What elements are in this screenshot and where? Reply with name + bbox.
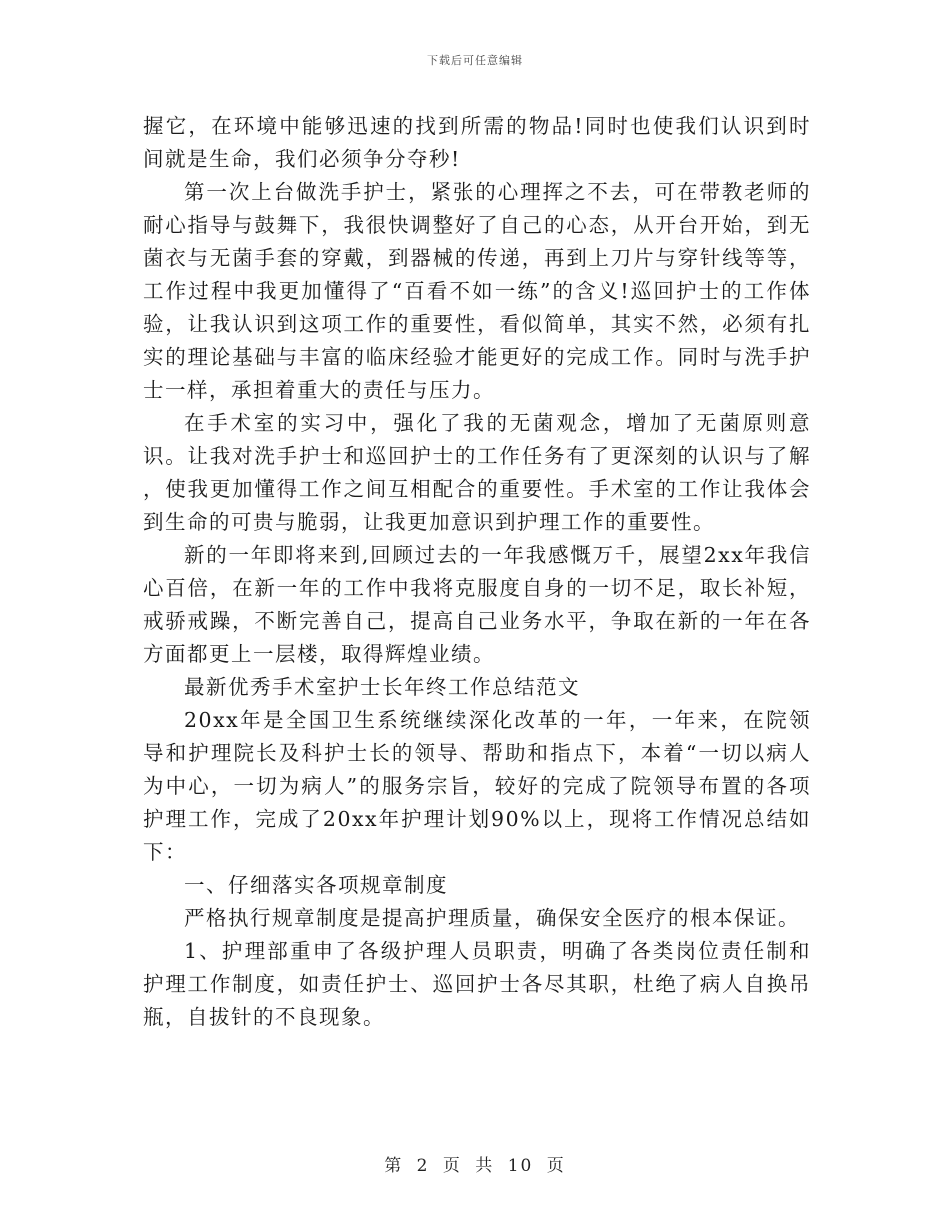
document-body (143, 110, 811, 1034)
paragraph: 在手术室的实习中，强化了我的无菌观念，增加了无菌原则意识。让我对洗手护士和巡回护士的工作任务有了更深刻的认识与了解 ，使我更加懂得工作之间互相配合的重要性。手术室的工作让我体会到生命的可贵与脆弱，让我更加意识到护理工作的重要性。 (143, 411, 811, 534)
paragraph: 严格执行规章制度是提高护理质量，确保安全医疗的根本保证。 (184, 906, 800, 930)
paragraph: 1、护理部重申了各级护理人员职责，明确了各类岗位责任制和护理工作制度，如责任护士、巡回护士各尽其职，杜绝了病人自换吊瓶，自拔针的不良现象。 (143, 939, 811, 1029)
page-header-note: 下载后可任意编辑 (427, 54, 523, 67)
paragraph: 握它，在环境中能够迅速的找到所需的物品!同时也使我们认识到时间就是生命，我们必须争分夺秒! (143, 114, 811, 171)
paragraph: 20xx年是全国卫生系统继续深化改革的一年，一年来，在院领导和护理院长及科护士长的领导、帮助和指点下，本着“一切以病人为中心，一切为病人”的服务宗旨，较好的完成了院领导布置的各项护理工作，完成了20xx年护理计划90%以上，现将工作情况总结如下： (143, 708, 811, 864)
paragraph: 新的一年即将来到,回顾过去的一年我感慨万千，展望2xx年我信心百倍，在新一年的工作中我将克服度自身的一切不足，取长补短，戒骄戒躁，不断完善自己，提高自己业务水平，争取在新的一年在各方面都更上一层楼，取得辉煌业绩。 (143, 543, 811, 666)
section-heading: 一、仔细落实各项规章制度 (184, 873, 448, 897)
page-number: 第 2 页 共 10 页 (384, 1156, 566, 1176)
section-title: 最新优秀手术室护士长年终工作总结范文 (184, 675, 580, 699)
paragraph: 第一次上台做洗手护士，紧张的心理挥之不去，可在带教老师的耐心指导与鼓舞下，我很快调整好了自己的心态，从开台开始，到无菌衣与无菌手套的穿戴，到器械的传递，再到上刀片与穿针线等等，工作过程中我更加懂得了“百看不如一练”的含义!巡回护士的工作体验，让我认识到这项工作的重要性，看似简单，其实不然，必须有扎实的理论基础与丰富的临床经验才能更好的完成工作。同时与洗手护士一样，承担着重大的责任与压力。 (143, 180, 811, 402)
